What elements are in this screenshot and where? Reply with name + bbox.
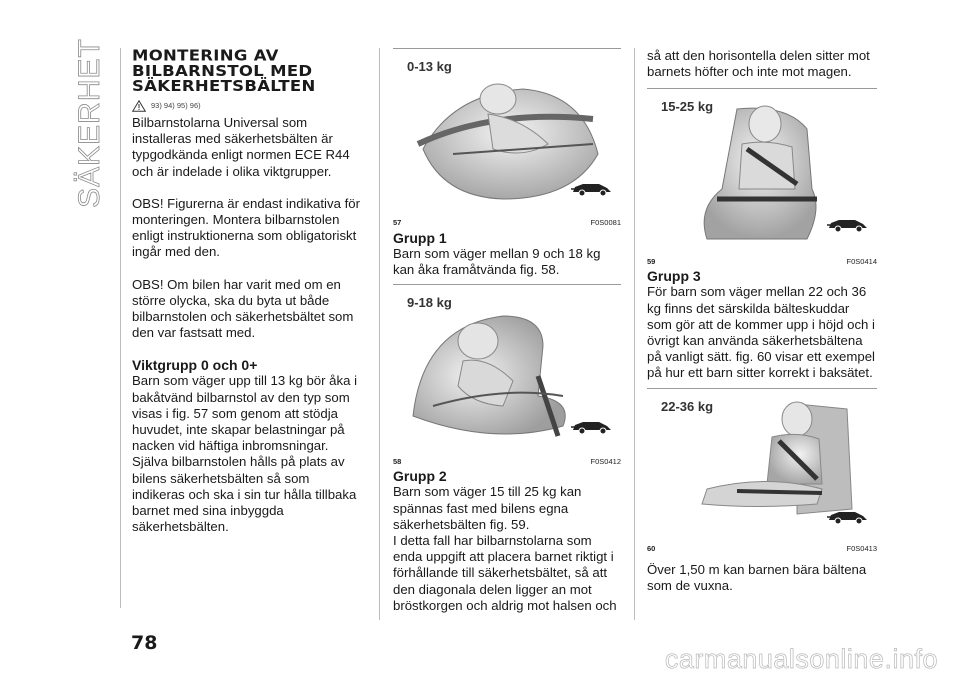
column-1	[132, 48, 364, 535]
watermark: carmanualsonline.info	[664, 644, 938, 674]
fig60-number: 60	[647, 543, 656, 553]
fig58-number: 58	[393, 456, 402, 466]
figure-59	[647, 88, 877, 266]
group2-continued-text: så att den horisontella delen sitter mot barnets höfter och inte mot magen.	[647, 48, 870, 80]
intro-paragraph: Bilbarnstolarna Universal som installeras med säkerhetsbälten är typgodkända enligt normen ECE R44 och är indelade i olika viktgrupper.	[132, 115, 350, 179]
fig57-weight-label: 0-13 kg	[407, 59, 452, 74]
group0-heading: Viktgrupp 0 och 0+	[132, 357, 258, 374]
warning-refs	[132, 99, 364, 113]
car-direction-icon	[571, 417, 613, 435]
fig59-weight-label: 15-25 kg	[661, 99, 714, 115]
title-line-3: SÄKERHETSBÄLTEN	[132, 77, 316, 95]
fig59-number: 59	[647, 256, 656, 266]
column-3	[647, 48, 877, 594]
warning-triangle-icon	[132, 100, 146, 112]
note-figures: OBS! Figurerna är endast indikativa för monteringen. Montera bilbarnstolen enligt instruktionerna som obligatoriskt ingår med den.	[132, 195, 360, 260]
group2-text-1: Barn som väger 15 till 25 kg kan spännas fast med bilens egna säkerhetsbälten fig. 59.	[393, 484, 582, 532]
section-label: SÄKERHET	[73, 38, 106, 208]
fig60-weight-label: 22-36 kg	[661, 398, 714, 414]
column-divider-1	[379, 48, 380, 620]
group0-text: Barn som väger upp till 13 kg bör åka i bakåtvänd bilbarnstol av den typ som visas i fig. 57 som genom att stödja huvudet, inte skapar belastningar på nacken vid häftiga inbromsningar. Själva bilbarnstolen hålls på plats av bilens säkerhetsbälten så som indikeras och ska i sin tur hålla tillbaka barnet med sina inbyggda säkerhetsbälten.	[132, 373, 358, 535]
fig59-code: F0S0414	[846, 256, 877, 266]
fig57-caption	[393, 215, 621, 231]
group3-text: För barn som väger mellan 22 och 36 kg finns det särskilda bälteskuddar som gör att de kommer upp i höjd och i övrigt kan använda säkerhetsbältena på vanligt sätt. fig. 60 visar ett exempel på hur ett barn sitter korrekt i baksätet.	[647, 284, 875, 381]
group1-heading: Grupp 1	[393, 230, 447, 246]
car-direction-icon	[827, 215, 869, 233]
section-title	[132, 48, 364, 94]
car-direction-icon	[571, 179, 613, 197]
title-line-1: MONTERING AV	[132, 47, 279, 65]
car-direction-icon	[827, 507, 869, 525]
note-accident: OBS! Om bilen har varit med om en större olycka, ska du byta ut både bilbarnstolen och säkerhetsbältet som den var fastsatt med.	[132, 276, 354, 341]
figure-57	[393, 48, 621, 228]
adult-belt-text: Över 1,50 m kan barnen bära bältena som de vuxna.	[647, 561, 867, 593]
group2-text-2: I detta fall har bilbarnstolarna som enda uppgift att placera barnet riktigt i förhållande till säkerhetsbältet, så att den diagonala delen ligger an mot bröstkorgen och aldrig mot halsen och	[393, 533, 617, 613]
fig58-caption	[393, 454, 621, 470]
figure-60	[647, 388, 877, 553]
group2-heading: Grupp 2	[393, 468, 447, 485]
column-2	[393, 48, 621, 614]
title-line-2: BILBARNSTOL MED	[132, 62, 313, 80]
fig60-code: F0S0413	[846, 543, 877, 553]
fig60-caption	[647, 541, 877, 557]
fig57-number: 57	[393, 218, 402, 228]
page-number: 78	[131, 632, 158, 654]
fig58-code: F0S0412	[590, 456, 621, 466]
figure-58	[393, 284, 621, 466]
side-rule	[120, 48, 121, 608]
warning-ref-numbers: 93) 94) 95) 96)	[151, 100, 201, 110]
group3-heading: Grupp 3	[647, 268, 701, 285]
column-divider-2	[634, 48, 635, 620]
fig57-code: F0S0081	[590, 218, 621, 228]
fig58-weight-label: 9-18 kg	[407, 295, 452, 311]
group1-text: Barn som väger mellan 9 och 18 kg kan åka framåtvända fig. 58.	[393, 246, 601, 278]
fig59-caption	[647, 254, 877, 270]
